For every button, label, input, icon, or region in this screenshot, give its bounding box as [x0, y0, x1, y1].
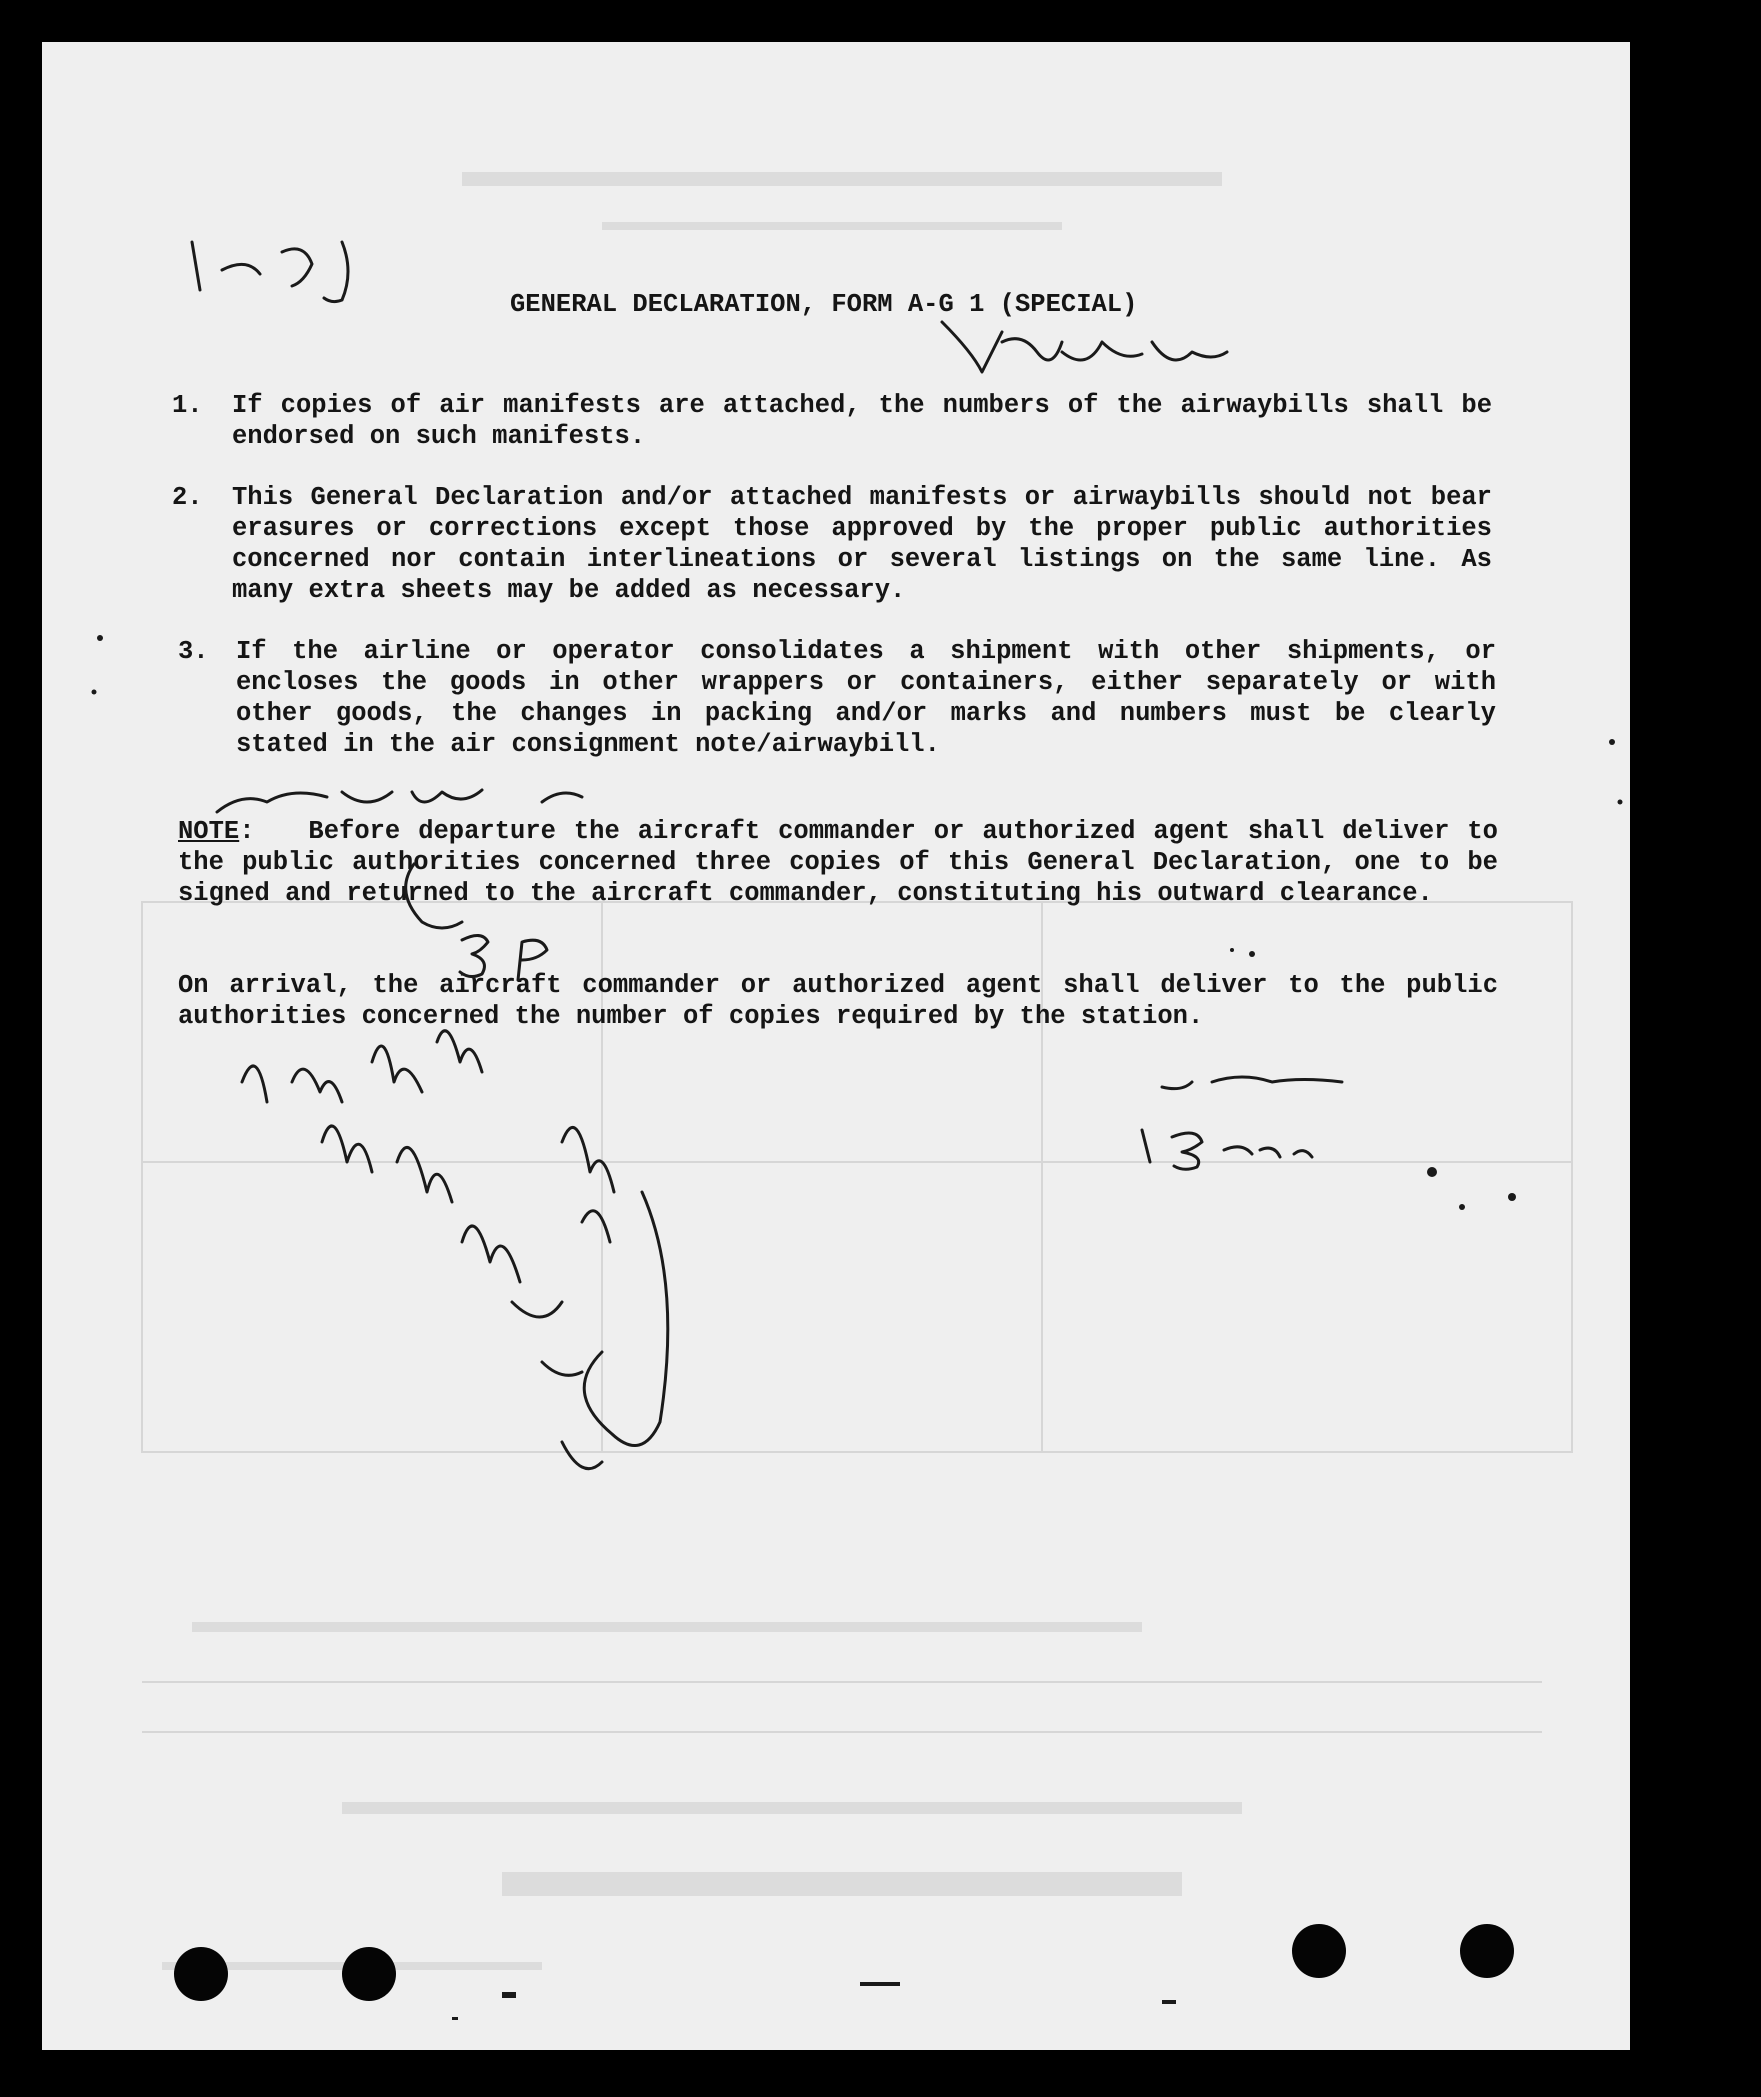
item-text: If the airline or operator consolidates a shipment with other shipments, or encloses the goods in other wrappers or containers, either separately or with other goods, the changes in packing and/or marks and numbers must be clearly stated in the air consignment note/airwaybill. [236, 637, 1496, 759]
handwritten-annotations [42, 42, 1630, 2050]
handwritten-signature [242, 1031, 668, 1469]
item-text: If copies of air manifests are attached, the numbers of the airwaybills shall be endorsed on such manifests. [232, 391, 1492, 451]
note-text: Before departure the aircraft commander or authorized agent shall deliver to the public authorities concerned three copies of this General Declaration, one to be signed and returned to the aircraft commander, constituting his outward clearance. [178, 817, 1498, 908]
handwritten-3p [460, 935, 547, 980]
punch-hole [342, 1947, 396, 2001]
item-number: 2. [172, 483, 203, 512]
handwritten-corner-mark [192, 242, 348, 302]
note-label: NOTE [178, 817, 240, 846]
handwritten-title-scribble [942, 322, 1227, 372]
arrival-text: On arrival, the aircraft commander or authorized agent shall deliver to the public authorities concerned the number of copies required by the station. [178, 971, 1498, 1031]
punch-hole [1292, 1924, 1346, 1978]
document-page [42, 42, 1630, 2050]
item-number: 3. [178, 637, 209, 666]
item-number: 1. [172, 391, 203, 420]
scan-specks [92, 635, 1623, 1210]
punch-hole [174, 1947, 228, 2001]
handwritten-right-mark [1142, 1077, 1342, 1169]
note-separator: : [239, 817, 255, 846]
bottom-specks [452, 1982, 1176, 2020]
punch-hole [1460, 1924, 1514, 1978]
form-title: GENERAL DECLARATION, FORM A-G 1 (SPECIAL) [510, 290, 1138, 319]
handwritten-note-scribble [217, 790, 582, 812]
item-text: This General Declaration and/or attached manifests or airwaybills should not bear erasures or corrections except those approved by the proper public authorities concerned nor contain interlineations or several listings on the same line. As many extra sheets may be added as necessary. [232, 483, 1492, 605]
